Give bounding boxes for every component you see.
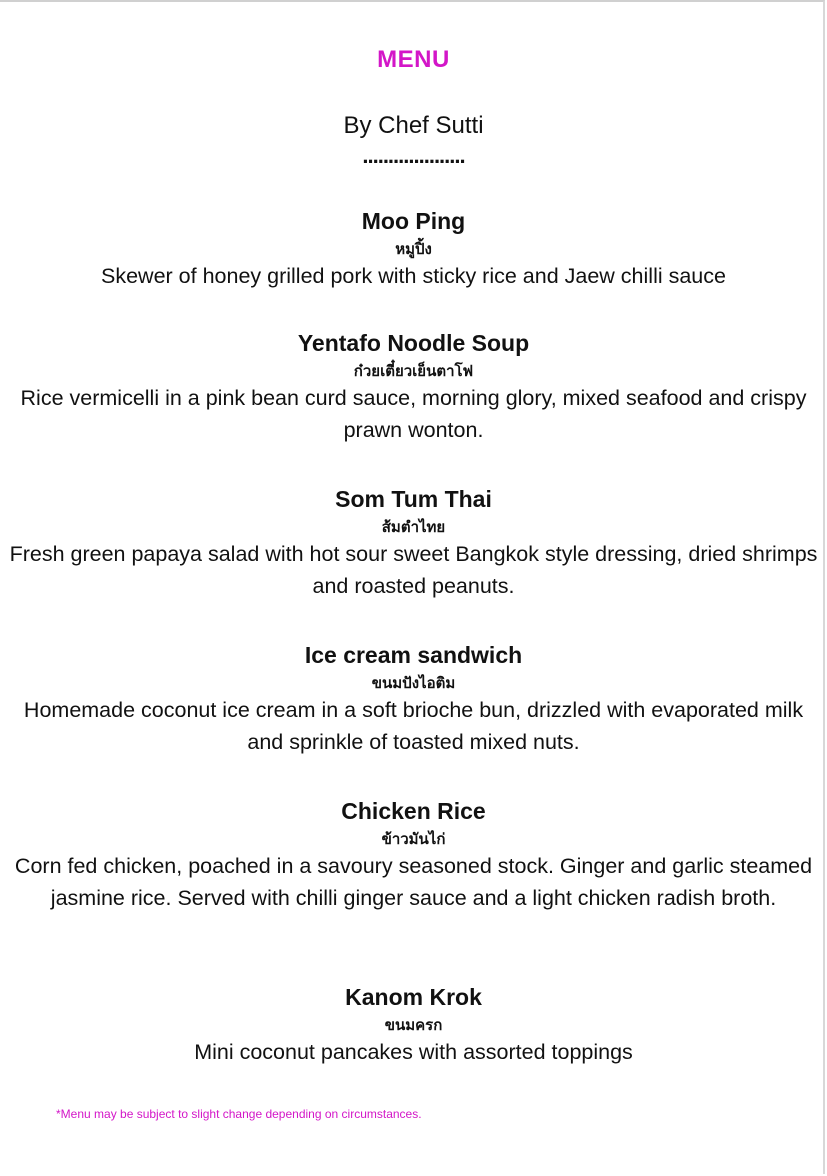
menu-title: MENU <box>377 46 450 73</box>
dish-description: Skewer of honey grilled pork with sticky rice and Jaew chilli sauce <box>101 264 726 288</box>
dish-thai-name: ข้าวมันไก่ <box>381 830 446 848</box>
dish-thai-name: ขนมปังไอติม <box>371 674 456 692</box>
dish-name: Yentafo Noodle Soup <box>297 330 530 356</box>
dish-item <box>0 484 827 602</box>
dotted-divider: .................... <box>362 143 465 168</box>
dish-name: Moo Ping <box>361 208 466 234</box>
dish-thai-name: ส้มตำไทย <box>381 518 446 536</box>
dish-thai-name: ขนมครก <box>384 1016 443 1034</box>
dish-item <box>0 328 827 446</box>
dish-description: Fresh green papaya salad with hot sour sweet Bangkok style dressing, dried shrimps and roasted peanuts. <box>9 542 818 598</box>
footnote: *Menu may be subject to slight change depending on circumstances. <box>56 1107 422 1121</box>
dish-description: Corn fed chicken, poached in a savoury seasoned stock. Ginger and garlic steamed jasmine rice. Served with chilli ginger sauce and a light chicken radish broth. <box>14 854 813 910</box>
dish-item <box>0 206 827 292</box>
dish-name: Som Tum Thai <box>335 486 492 512</box>
dish-description: Rice vermicelli in a pink bean curd sauce, morning glory, mixed seafood and crispy prawn wonton. <box>20 386 807 442</box>
dish-item <box>0 796 827 914</box>
chef-byline: By Chef Sutti <box>343 112 484 139</box>
dish-name: Ice cream sandwich <box>304 642 523 668</box>
dish-thai-name: ก๋วยเตี๋ยวเย็นตาโฟ <box>353 362 474 380</box>
dish-item <box>0 982 827 1068</box>
dish-description: Mini coconut pancakes with assorted toppings <box>194 1040 633 1064</box>
dish-description: Homemade coconut ice cream in a soft brioche bun, drizzled with evaporated milk and sprinkle of toasted mixed nuts. <box>23 698 804 754</box>
dish-item <box>0 640 827 758</box>
dish-name: Kanom Krok <box>345 984 482 1010</box>
dish-name: Chicken Rice <box>341 798 486 824</box>
dish-thai-name: หมูปิ้ง <box>395 240 432 258</box>
